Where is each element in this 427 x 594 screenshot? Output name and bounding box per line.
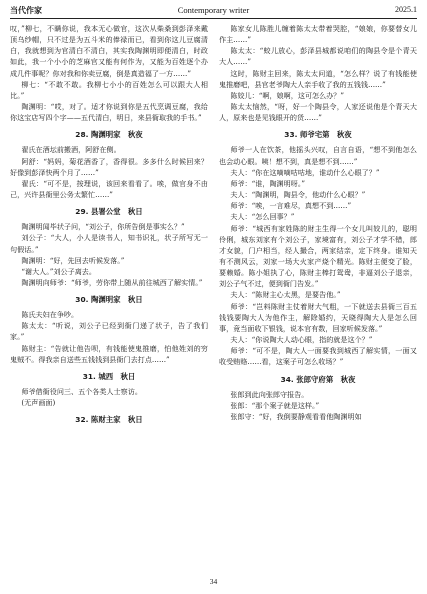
right-column [219,23,417,422]
paragraph: 师爷一人在饮茶，他摇头兴叹，自言自语，“想不到他怎么也会动心眼。咦！想不到，真是想不到……” [219,145,417,166]
paragraph: 陶渊明向师爷：“师爷，劳你带上随从前往城西了解实情。” [21,277,203,287]
paragraph: 陶渊明：“好，先回去听候发落。” [21,255,125,265]
paragraph: 夫人：“你在这嘀嘀咕咕地，谁动什么心眼了？” [230,167,380,177]
paragraph: 夫人：“陶渊明，陶县令，他动什么心眼？” [230,190,366,200]
scene-heading: 32. 陈财主家 秋日 [75,415,143,425]
paragraph: 柳七：“不敢不敢。我柳七小小的百姓怎么可以跟大人相比。” [10,79,208,100]
paragraph: 陈氏夫妇在争吵。 [21,310,79,320]
paragraph: 这时，陈财主回来，陈太太问道，“怎么样？说了有钱能使鬼推磨吧，县官老爷陶大人亲手收了我的五钱钱……” [219,68,417,89]
paragraph: 张郎守：“好，我倒要静观看看他陶渊明如 [230,411,362,421]
scene-heading: 33. 师爷宅第 秋夜 [284,130,352,140]
paragraph: 陶渊明闻毕状子问，“刘公子，你所告倒是事实么？” [21,222,185,232]
paragraph: 陈姣儿：“啊，娘啊，这可怎么办？” [230,90,345,100]
paragraph: 夫人：“你说陶大人动心眼，指的就是这个？” [230,335,373,345]
paragraph: 师爷：“谁，陶渊明呀。” [230,178,305,188]
issue-number: 2025.1 [395,5,417,14]
paragraph: 师爷借衙役问三、五个各类人士察访。 [21,386,142,396]
page-number: 34 [209,577,218,586]
paragraph: 刘公子：“大人，小人是读书人，知书识礼，状子所写无一句假话。” [10,233,208,254]
paragraph: (无声画面) [21,398,56,408]
scene-heading: 30. 陶渊明家 秋日 [75,295,143,305]
scene-heading: 34. 张郎守府第 秋夜 [280,374,356,384]
paragraph: 张郎：“那个案子就是这样。” [230,400,320,410]
running-header [10,3,417,17]
header-rule [10,18,417,19]
paragraph: 张郎到此向张郎守报告。 [230,389,309,399]
paragraph: 师爷：“岂料陈财主仗着财大气粗，一下就送去县衙三百五钱钱要陶大人为他作主，解除婚约，天晓得陶大人是怎么回事，竟当面收下银钱，说本官有数，回家听候发落。” [219,301,417,333]
paragraph: 夫人：“怎么回事？” [230,212,295,222]
paragraph: 陈太太：“蛟儿放心，彭泽县城都说咱们的陶县令是个青天大人……” [219,46,417,67]
paragraph: 翟氏：“可不是，按理说，该回来看看了。唉，做官身不由己，兴许县衙里公务太繁忙……” [10,178,208,200]
paragraph: 师爷：“唉，一言难尽，真想不到……” [230,201,352,211]
paragraph: 陈太太恼然，“呀，好一个陶县令，人家还说他是个青天大人，原来也是见钱眼开的货……” [219,102,417,123]
scene-heading: 28. 陶渊明家 秋夜 [75,130,143,140]
journal-name: 当代作家 [10,5,42,15]
paragraph: 师爷：“可不是，陶大人一面要我到城西了解实情，一面又收受贿赂……看，这案子可怎么收场？” [219,346,417,367]
journal-title-english: Contemporary writer [177,5,250,15]
paragraph: 阿舒：“妈妈，菊花酒香了，香得很。多多什么时候回来？好像到彭泽快两个月了……” [10,156,208,177]
left-column [10,23,208,429]
paragraph: 翟氏在酒坛前搬酒，阿舒在侧。 [21,145,121,155]
paragraph: 师爷：“城西有家姓陈的财主生得一个女儿叫姣儿的，聪明伶俐，城东刘家有个刘公子，家境富有，刘公子才学不错，郎才女貌，门户相当，经人撮合，两家结亲，定下终身。谁知天有不测风云，刘家一场大火家产烧个精光。陈财主便变了脸，要赖婚。陈小姐执了心，陈财主棒打鸳鸯，非逼刘公子退亲，刘公子气不过，便到衙门告发。” [219,223,417,289]
paragraph: 夫人：“陈财主心太黑，是要告他。” [230,290,341,300]
paragraph: 陈太太：“听说，刘公子已经到衙门递了状子，告了我们家。” [10,321,208,342]
paragraph: 叹，”柳七，不瞒你说，我本无心做官，这次从柴桑到彭泽来戴顶乌纱帽，只不过是为五斗米的俸禄而已，看到你这儿豆腐清白，我就想到为官清白不清白，其实我陶渊明即便清白，时政如此，我一个小小的芝麻官又能有何作为，又能为百姓逐个办成几件事呢？你对我和你卖豆腐，倒是真造福了一方……” [10,24,208,78]
scene-heading: 29. 县署公堂 秋日 [75,207,143,217]
paragraph: “谢大人。”刘公子离去。 [21,266,96,276]
scene-heading: 31. 城西 秋日 [82,371,136,381]
paragraph: 陶渊明：“哎，对了。适才你说到你是五代烹调豆腐，我给你这宝店写四个字——五代清白，明日，来县衙取我的手书。” [10,102,208,123]
paragraph: 陈家女儿陈胜儿缠着陈太太带着哭腔，“娘娘，你要替女儿作主……” [219,24,417,45]
paragraph: 陈财主：“告就让他告呗，有钱能使鬼推磨，怕他姓刘的穷鬼贼不。得我亲自送些五钱钱到县衙门去打点……” [10,343,208,364]
